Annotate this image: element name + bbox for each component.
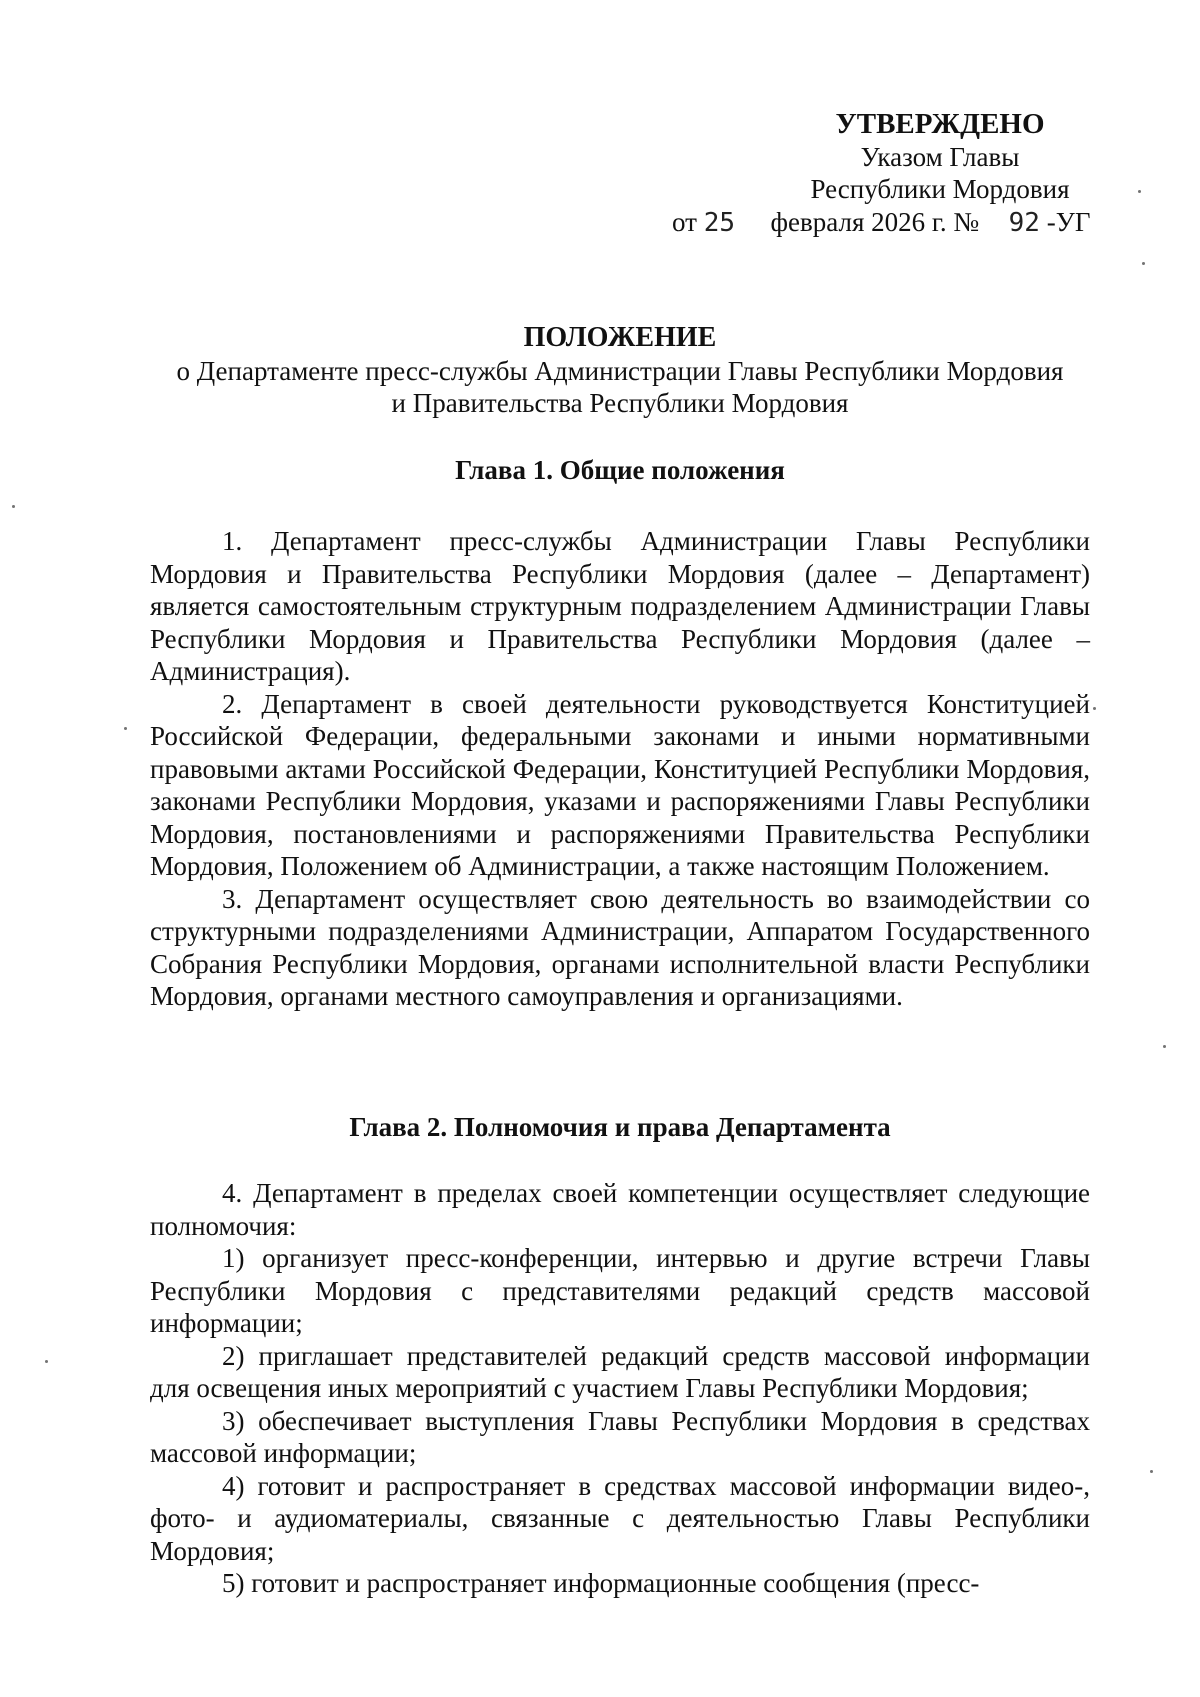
date-prefix: от [672,207,697,237]
paragraph-4: 4. Департамент в пределах своей компетенции осуществляет следующие полномочия: [150,1178,1090,1241]
chapter-1-body [150,525,1090,1013]
approval-date-line [672,206,1090,240]
document-title-block [150,322,1090,420]
subitem-3: 3) обеспечивает выступления Главы Республики Мордовия в средствах массовой информации; [150,1405,1090,1468]
paragraph-1: 1. Департамент пресс-службы Администрации Главы Республики Мордовия и Правительства Республики Мордовия (далее – Департамент) является самостоятельным структурным подразделением Администрации Главы Республики Мордовия и Правительства Республики Мордовия (далее – Администрация). [150,526,1090,686]
scan-speck [124,727,127,730]
subitem-4: 4) готовит и распространяет в средствах массовой информации видео-, фото- и аудиоматериалы, связанные с деятельностью Главы Республики Мордовия; [150,1470,1090,1566]
chapter-1-heading: Глава 1. Общие положения [455,455,785,485]
decree-number: 92 [1008,208,1040,238]
date-day: 25 [703,208,736,238]
approval-stamp [600,108,1160,238]
approved-label: УТВЕРЖДЕНО [835,108,1045,140]
subitem-1: 1) организует пресс-конференции, интервью и другие встречи Главы Республики Мордовия с представителями редакций средств массовой информации; [150,1243,1090,1338]
paragraph-2: 2. Департамент в своей деятельности руководствуется Конституцией Российской Федерации, федеральными законами и иными нормативными правовыми актами Российской Федерации, Конституцией Республики Мордовия, законами Республики Мордовия, указами и распоряжениями Главы Республики Мордовия, постановлениями и распоряжениями Правительства Республики Мордовия, Положением об Администрации, а также настоящим Положением. [150,688,1090,881]
scan-speck [12,505,15,508]
date-month-year: февраля 2026 г. № [770,207,980,237]
paragraph-3: 3. Департамент осуществляет свою деятельность во взаимодействии со структурными подразделениями Администрации, Аппаратом Государственного Собрания Республики Мордовия, органами исполнительной власти Республики Мордовия, органами местного самоуправления и организациями. [150,883,1090,1011]
document-title: ПОЛОЖЕНИЕ [523,322,717,353]
document-subtitle-line2: и Правительства Республики Мордовия [391,388,849,418]
approval-decree-line: Указом Главы [860,141,1020,172]
scan-speck [1138,190,1141,193]
scan-speck [1093,707,1096,710]
scan-speck [1142,262,1145,265]
decree-suffix: -УГ [1046,207,1091,237]
chapter-2-heading: Глава 2. Полномочия и права Департамента [349,1112,891,1142]
scan-speck [45,1360,48,1363]
scan-speck [1163,1045,1166,1048]
scan-speck [1150,1470,1153,1473]
approval-republic-line: Республики Мордовия [810,174,1070,204]
chapter-2-body [150,1177,1090,1600]
subitem-5: 5) готовит и распространяет информационные сообщения (пресс- [222,1568,980,1598]
subitem-2: 2) приглашает представителей редакций средств массовой информации для освещения иных мероприятий с участием Главы Республики Мордовия; [150,1340,1090,1403]
document-subtitle-line1: о Департаменте пресс-службы Администрации Главы Республики Мордовия [176,355,1064,386]
